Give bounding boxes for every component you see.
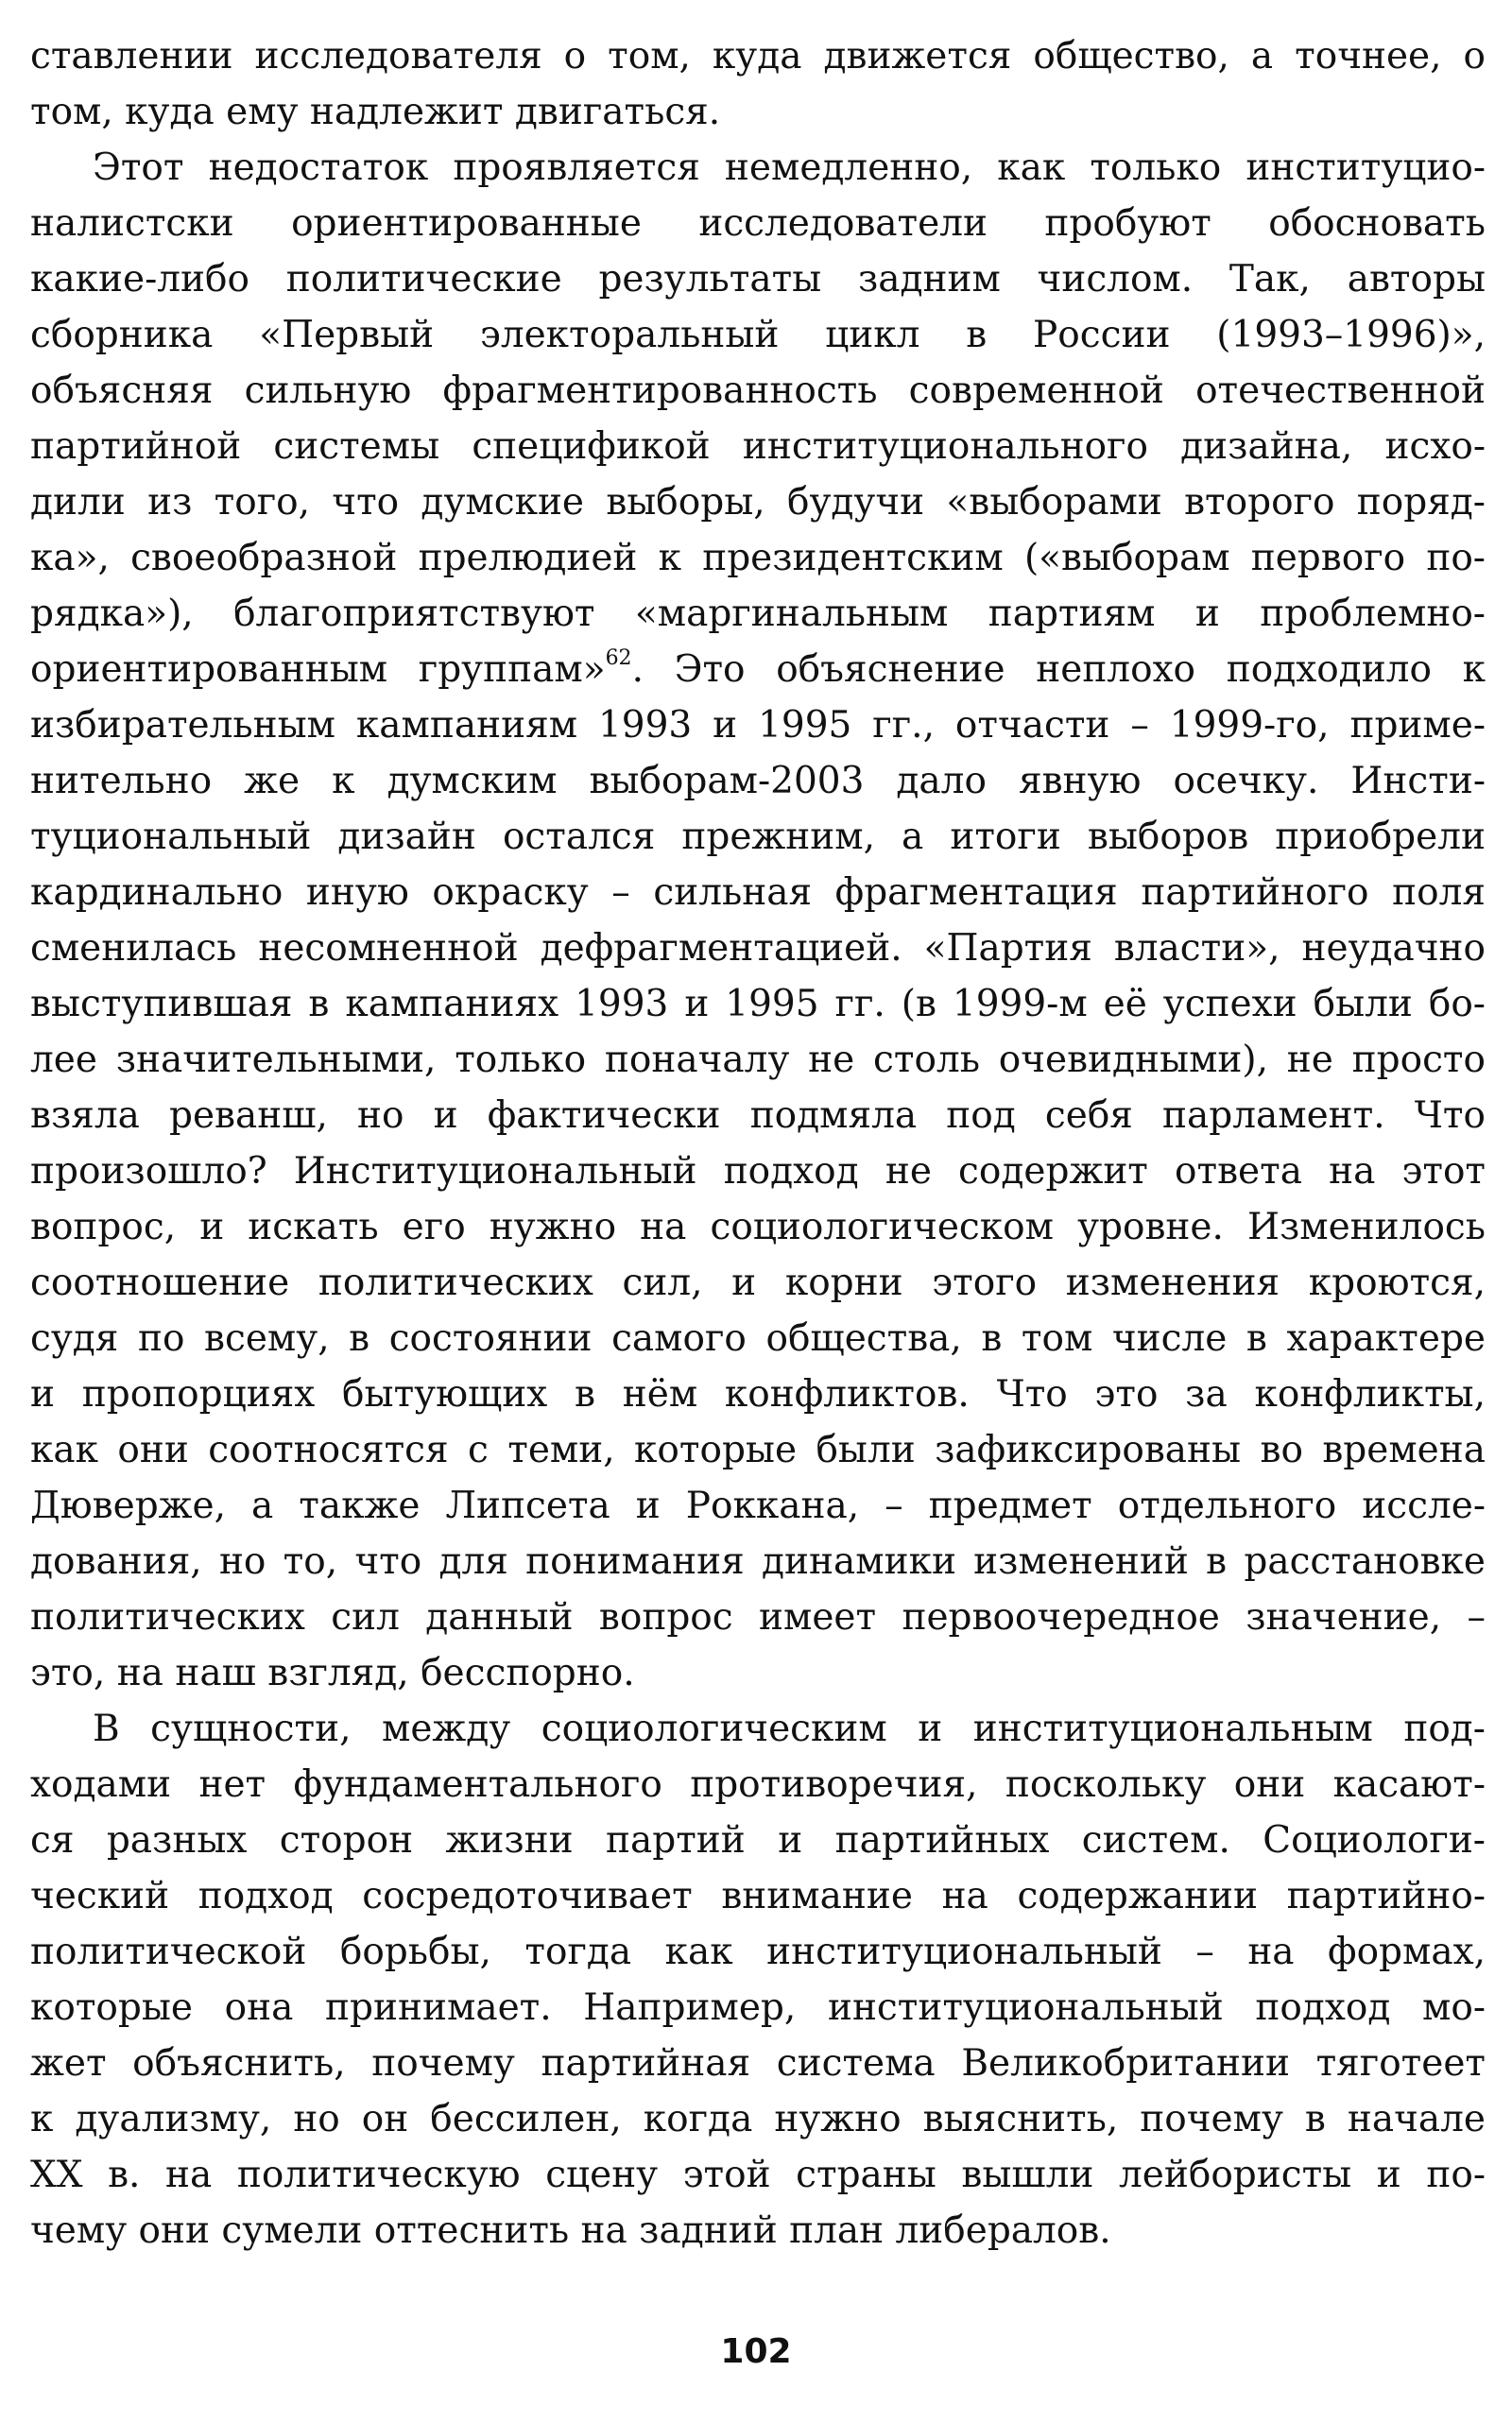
text-line: кардинально иную окраску – сильная фрагментация партийного поля [30,871,1486,914]
text-line: туциональный дизайн остался прежним, а итоги выборов приобрели [30,816,1486,858]
text-line: произошло? Институциональный подход не содержит ответа на этот [30,1150,1486,1193]
paragraph-3 [30,1701,1486,2259]
text-line: жет объяснить, почему партийная система Великобритании тяготеет [30,2042,1486,2085]
text-fragment: ориентированным группам» [30,648,606,691]
text-line: XX в. на политическую сцену этой страны вышли лейбористы и по- [30,2154,1486,2196]
text-line: это, на наш взгляд, бесспорно. [30,1652,635,1694]
text-line: выступившая в кампаниях 1993 и 1995 гг. (в 1999-м её успехи были бо- [30,983,1486,1025]
text-line: лее значительными, только поначалу не столь очевидными), не просто [30,1039,1486,1081]
text-line: соотношение политических сил, и корни этого изменения кроются, [30,1262,1486,1304]
text-line: налистски ориентированные исследователи пробуют обосновать [30,202,1486,245]
text-line: политических сил данный вопрос имеет первоочередное значение, – [30,1596,1486,1639]
footnote-reference[interactable]: 62 [605,646,632,670]
text-line: сборника «Первый электоральный цикл в России (1993–1996)», [30,314,1486,356]
text-line: какие-либо политические результаты задним числом. Так, авторы [30,258,1486,301]
paragraph-2 [30,140,1486,1701]
text-line: том, куда ему надлежит двигаться. [30,91,721,133]
text-line: ся разных сторон жизни партий и партийных систем. Социологи- [30,1819,1486,1862]
text-fragment: . Это объяснение неплохо подходило к [631,648,1486,691]
page-number: 102 [720,2332,792,2371]
text-line: ческий подход сосредоточивает внимание на содержании партийно- [30,1875,1486,1917]
text-line: Дюверже, а также Липсета и Роккана, – предмет отдельного иссле- [30,1485,1486,1527]
text-line: объясняя сильную фрагментированность современной отечественной [30,369,1486,412]
text-line: нительно же к думским выборам-2003 дало явную осечку. Инсти- [30,760,1486,802]
text-line: вопрос, и искать его нужно на социологическом уровне. Изменилось [30,1206,1486,1248]
text-line: к дуализму, но он бессилен, когда нужно выяснить, почему в начале [30,2098,1486,2140]
text-line: дили из того, что думские выборы, будучи «выборами второго поряд- [30,481,1486,524]
text-line: судя по всему, в состоянии самого общества, в том числе в характере [30,1317,1486,1360]
text-line: и пропорциях бытующих в нём конфликтов. Что это за конфликты, [30,1373,1486,1416]
text-line: партийной системы спецификой институционального дизайна, исхо- [30,425,1486,468]
text-line: рядка»), благоприятствуют «маргинальным партиям и проблемно- [30,593,1486,635]
text-line: дования, но то, что для понимания динамики изменений в расстановке [30,1540,1486,1583]
text-line: взяла реванш, но и фактически подмяла под себя парламент. Что [30,1094,1486,1137]
text-line: ходами нет фундаментального противоречия, поскольку они касают- [30,1763,1486,1806]
text-line: политической борьбы, тогда как институциональный – на формах, [30,1931,1486,1973]
text-line: которые она принимает. Например, институциональный подход мо- [30,1986,1486,2029]
page-body [30,28,1486,2259]
text-line: В сущности, между социологическим и институциональным под- [93,1708,1486,1750]
text-line: чему они сумели оттеснить на задний план либералов. [30,2209,1111,2252]
text-line: ка», своеобразной прелюдией к президентским («выборам первого по- [30,537,1486,579]
text-line: как они соотносятся с теми, которые были зафиксированы во времена [30,1429,1486,1471]
text-line: сменилась несомненной дефрагментацией. «Партия власти», неудачно [30,927,1486,970]
text-line: избирательным кампаниям 1993 и 1995 гг., отчасти – 1999-го, приме- [30,704,1486,747]
text-line: ставлении исследователя о том, куда движется общество, а точнее, о [30,35,1486,77]
paragraph-1 [30,28,1486,140]
text-line: Этот недостаток проявляется немедленно, как только институцио- [93,146,1486,189]
text-line-with-footnote [30,642,1486,697]
